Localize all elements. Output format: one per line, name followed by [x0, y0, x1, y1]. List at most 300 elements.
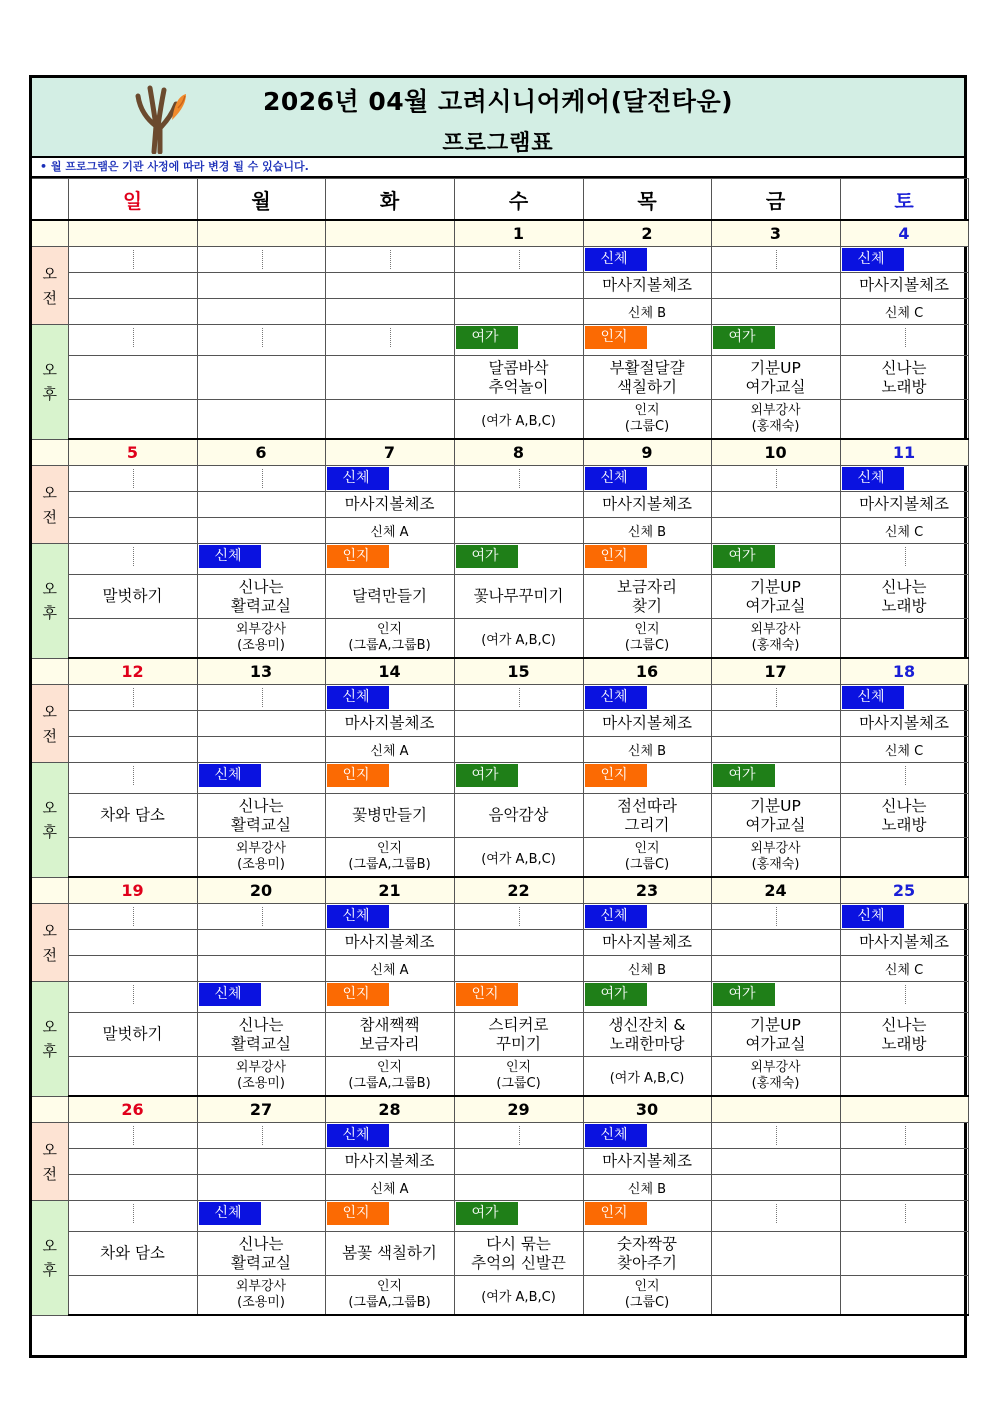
schedule-cell: [68, 1232, 197, 1276]
date-cell: 8: [454, 439, 583, 466]
schedule-cell: [325, 1057, 454, 1097]
schedule-cell: [197, 325, 325, 356]
program-group: (여가 A,B,C): [481, 413, 556, 429]
program-tag: 신체: [199, 1202, 261, 1225]
schedule-cell: [583, 1057, 711, 1097]
am-row: [32, 930, 968, 956]
cell-divider: [262, 907, 263, 926]
day-header-row: [32, 179, 968, 221]
date-cell: [68, 220, 197, 247]
cell-divider: [133, 907, 134, 926]
program-title: 마사지볼체조: [344, 495, 435, 513]
program-title: 기분UP 여가교실: [745, 796, 806, 834]
schedule-cell: [325, 1232, 454, 1276]
program-tag: 여가: [713, 326, 775, 349]
schedule-cell: [197, 685, 325, 711]
schedule-cell: [454, 794, 583, 838]
schedule-cell: [68, 325, 197, 356]
program-group: 외부강사 (조용미): [235, 622, 287, 653]
date-row: [32, 220, 968, 247]
program-tag: 인지: [456, 983, 518, 1006]
schedule-cell: [454, 247, 583, 273]
schedule-cell: [840, 356, 968, 400]
schedule-cell: [454, 685, 583, 711]
schedule-cell: [711, 1201, 840, 1232]
schedule-cell: [583, 904, 711, 930]
cell-divider: [519, 1126, 520, 1145]
schedule-cell: [583, 1013, 711, 1057]
date-cell: 11: [840, 439, 968, 466]
schedule-cell: [197, 1201, 325, 1232]
day-header-1: 월: [197, 179, 325, 221]
schedule-cell: [583, 794, 711, 838]
schedule-cell: [68, 1123, 197, 1149]
schedule-cell: [840, 299, 968, 325]
schedule-cell: [325, 1201, 454, 1232]
afternoon-label: 오 후: [32, 325, 68, 440]
schedule-cell: [325, 930, 454, 956]
pm-row: [32, 1232, 968, 1276]
program-title: 신나는 노래방: [881, 358, 927, 396]
schedule-cell: [840, 763, 968, 794]
program-title: 참새짹짹 보금자리: [359, 1015, 420, 1053]
program-title: 마사지볼체조: [602, 495, 692, 513]
pm-row: [32, 1276, 968, 1316]
morning-label: 오 전: [32, 904, 68, 982]
schedule-cell: [197, 982, 325, 1013]
cell-divider: [133, 1126, 134, 1145]
schedule-cell: [454, 982, 583, 1013]
program-tag: 신체: [842, 248, 904, 271]
schedule-cell: [68, 492, 197, 518]
day-header-5: 금: [711, 179, 840, 221]
schedule-cell: [68, 1149, 197, 1175]
program-group: 외부강사 (조용미): [235, 1279, 287, 1310]
schedule-cell: [197, 1013, 325, 1057]
date-row-spacer: [32, 658, 68, 685]
schedule-cell: [454, 1123, 583, 1149]
program-title: 기분UP 여가교실: [745, 577, 806, 615]
program-title: 마사지볼체조: [859, 933, 949, 951]
schedule-cell: [711, 356, 840, 400]
schedule-cell: [197, 575, 325, 619]
schedule-cell: [583, 1201, 711, 1232]
program-tag: 인지: [585, 545, 647, 568]
schedule-cell: [711, 518, 840, 544]
program-title: 신나는 노래방: [881, 1015, 927, 1053]
schedule-cell: [197, 1232, 325, 1276]
date-cell: 5: [68, 439, 197, 466]
schedule-cell: [711, 711, 840, 737]
date-cell: 9: [583, 439, 711, 466]
program-group: 신체 A: [370, 525, 409, 540]
schedule-cell: [711, 466, 840, 492]
schedule-cell: [197, 711, 325, 737]
program-group: 신체 B: [627, 744, 667, 759]
schedule-cell: [583, 930, 711, 956]
schedule-cell: [454, 356, 583, 400]
schedule-cell: [711, 1057, 840, 1097]
cell-divider: [776, 907, 777, 926]
schedule-cell: [68, 1175, 197, 1201]
schedule-cell: [197, 544, 325, 575]
program-group: 인지 (그룹C): [624, 1279, 670, 1310]
date-cell: 22: [454, 877, 583, 904]
schedule-cell: [583, 247, 711, 273]
date-cell: 17: [711, 658, 840, 685]
schedule-cell: [325, 685, 454, 711]
cell-divider: [133, 547, 134, 566]
schedule-cell: [711, 838, 840, 878]
date-cell: 14: [325, 658, 454, 685]
schedule-cell: [711, 400, 840, 440]
schedule-cell: [711, 575, 840, 619]
cell-divider: [262, 469, 263, 488]
schedule-cell: [454, 273, 583, 299]
schedule-cell: [68, 1201, 197, 1232]
schedule-cell: [68, 838, 197, 878]
afternoon-label: 오 후: [32, 1201, 68, 1316]
program-title: 음악감상: [488, 806, 549, 824]
date-cell: 19: [68, 877, 197, 904]
program-title: 마사지볼체조: [602, 714, 692, 732]
schedule-cell: [454, 1201, 583, 1232]
program-group: (여가 A,B,C): [481, 1289, 556, 1305]
schedule-cell: [454, 1149, 583, 1175]
schedule-cell: [711, 685, 840, 711]
date-row: [32, 439, 968, 466]
schedule-cell: [68, 956, 197, 982]
date-cell: 30: [583, 1096, 711, 1123]
program-title: 마사지볼체조: [602, 933, 692, 951]
date-cell: 1: [454, 220, 583, 247]
schedule-cell: [840, 1276, 968, 1316]
am-row: [32, 711, 968, 737]
schedule-cell: [325, 794, 454, 838]
program-group: 외부강사 (홍재숙): [750, 841, 801, 872]
date-row-spacer: [32, 439, 68, 466]
schedule-cell: [197, 299, 325, 325]
schedule-cell: [197, 838, 325, 878]
schedule-cell: [454, 838, 583, 878]
cell-divider: [262, 688, 263, 707]
date-cell: 7: [325, 439, 454, 466]
schedule-header: [32, 78, 964, 158]
schedule-cell: [454, 763, 583, 794]
program-tag: 여가: [713, 983, 775, 1006]
calendar-grid: [32, 178, 969, 1316]
program-tag: 신체: [327, 1124, 389, 1147]
program-tag: 신체: [585, 686, 647, 709]
schedule-cell: [711, 325, 840, 356]
am-row: [32, 904, 968, 930]
am-row: [32, 299, 968, 325]
program-title: 신나는 활력교실: [231, 796, 291, 834]
schedule-cell: [454, 619, 583, 659]
program-tag: 신체: [842, 686, 904, 709]
schedule-cell: [325, 466, 454, 492]
schedule-cell: [68, 794, 197, 838]
pm-row: [32, 794, 968, 838]
date-cell: [840, 1096, 968, 1123]
schedule-cell: [68, 400, 197, 440]
schedule-cell: [583, 466, 711, 492]
schedule-cell: [325, 1149, 454, 1175]
page-title: 2026년 04월 고려시니어케어(달전타운): [262, 87, 734, 116]
date-cell: 27: [197, 1096, 325, 1123]
schedule-cell: [840, 544, 968, 575]
program-group: 외부강사 (홍재숙): [750, 1060, 801, 1091]
cell-divider: [519, 907, 520, 926]
am-row: [32, 247, 968, 273]
schedule-cell: [454, 1276, 583, 1316]
schedule-cell: [68, 1276, 197, 1316]
schedule-cell: [325, 1013, 454, 1057]
program-title: 생신잔치 & 노래한마당: [608, 1015, 686, 1053]
program-title: 부활절달걀 색칠하기: [609, 358, 685, 396]
schedule-cell: [454, 299, 583, 325]
schedule-cell: [68, 518, 197, 544]
date-cell: 6: [197, 439, 325, 466]
schedule-cell: [711, 544, 840, 575]
program-group: 신체 B: [627, 963, 667, 978]
schedule-cell: [583, 763, 711, 794]
schedule-cell: [454, 956, 583, 982]
program-title: 점선따라 그리기: [617, 796, 677, 834]
calendar-table: [32, 178, 969, 1316]
schedule-cell: [583, 711, 711, 737]
schedule-cell: [840, 1057, 968, 1097]
day-header-2: 화: [325, 179, 454, 221]
schedule-cell: [840, 1232, 968, 1276]
program-tag: 인지: [585, 1202, 647, 1225]
schedule-cell: [840, 492, 968, 518]
schedule-cell: [197, 1276, 325, 1316]
schedule-cell: [711, 299, 840, 325]
date-cell: 28: [325, 1096, 454, 1123]
pm-row: [32, 838, 968, 878]
date-cell: 16: [583, 658, 711, 685]
program-tag: 여가: [456, 764, 518, 787]
schedule-cell: [197, 737, 325, 763]
program-title: 숫자짝꿍 찾아주기: [617, 1234, 677, 1272]
program-title: 마사지볼체조: [602, 1152, 692, 1170]
schedule-cell: [325, 544, 454, 575]
schedule-cell: [454, 1057, 583, 1097]
schedule-cell: [454, 1013, 583, 1057]
cell-divider: [905, 328, 906, 347]
am-row: [32, 685, 968, 711]
schedule-cell: [840, 982, 968, 1013]
program-title: 마사지볼체조: [344, 1152, 435, 1170]
schedule-cell: [68, 1057, 197, 1097]
program-group: 신체 B: [627, 1182, 667, 1197]
day-header-6: 토: [840, 179, 968, 221]
am-row: [32, 1123, 968, 1149]
schedule-cell: [583, 325, 711, 356]
schedule-cell: [325, 711, 454, 737]
program-tag: 신체: [199, 983, 261, 1006]
program-group: 신체 C: [884, 744, 924, 759]
schedule-cell: [68, 711, 197, 737]
schedule-cell: [454, 400, 583, 440]
program-title: 신나는 활력교실: [231, 1015, 291, 1053]
morning-label: 오 전: [32, 466, 68, 544]
schedule-cell: [197, 763, 325, 794]
program-title: 꽃나무꾸미기: [473, 587, 564, 605]
program-group: (여가 A,B,C): [609, 1070, 685, 1086]
date-row-spacer: [32, 877, 68, 904]
program-group: 신체 C: [884, 963, 924, 978]
schedule-cell: [583, 1175, 711, 1201]
schedule-cell: [583, 956, 711, 982]
schedule-cell: [840, 1013, 968, 1057]
schedule-cell: [840, 904, 968, 930]
schedule-cell: [325, 904, 454, 930]
schedule-cell: [454, 711, 583, 737]
program-group: 인지 (그룹C): [624, 403, 670, 434]
schedule-cell: [325, 273, 454, 299]
notice-text: • 월 프로그램은 기관 사정에 따라 변경 될 수 있습니다.: [32, 158, 964, 178]
day-header-4: 목: [583, 179, 711, 221]
date-cell: 2: [583, 220, 711, 247]
schedule-cell: [583, 544, 711, 575]
afternoon-label: 오 후: [32, 763, 68, 878]
schedule-cell: [711, 1175, 840, 1201]
program-title: 마사지볼체조: [859, 495, 949, 513]
morning-label: 오 전: [32, 1123, 68, 1201]
program-group: 신체 A: [370, 744, 409, 759]
date-cell: 21: [325, 877, 454, 904]
schedule-cell: [325, 1276, 454, 1316]
cell-divider: [133, 1204, 134, 1223]
program-group: 외부강사 (홍재숙): [750, 403, 801, 434]
schedule-cell: [711, 982, 840, 1013]
am-row: [32, 273, 968, 299]
morning-label: 오 전: [32, 247, 68, 325]
program-group: 인지 (그룹A,그룹B): [348, 1279, 431, 1310]
date-cell: 12: [68, 658, 197, 685]
program-tag: 인지: [327, 545, 389, 568]
schedule-cell: [711, 763, 840, 794]
date-cell: 29: [454, 1096, 583, 1123]
schedule-cell: [197, 930, 325, 956]
cell-divider: [905, 766, 906, 785]
schedule-cell: [454, 904, 583, 930]
program-tag: 신체: [199, 764, 261, 787]
schedule-cell: [840, 930, 968, 956]
program-group: 인지 (그룹A,그룹B): [348, 841, 431, 872]
date-cell: [197, 220, 325, 247]
schedule-cell: [840, 575, 968, 619]
cell-divider: [262, 328, 263, 347]
date-cell: 3: [711, 220, 840, 247]
program-title: 달력만들기: [352, 587, 427, 605]
day-header-3: 수: [454, 179, 583, 221]
am-row: [32, 518, 968, 544]
date-cell: [711, 1096, 840, 1123]
schedule-cell: [325, 518, 454, 544]
program-title: 말벗하기: [102, 587, 163, 605]
cell-divider: [133, 469, 134, 488]
date-row: [32, 877, 968, 904]
schedule-cell: [583, 1123, 711, 1149]
date-cell: 26: [68, 1096, 197, 1123]
program-group: 신체 B: [627, 525, 667, 540]
date-cell: 13: [197, 658, 325, 685]
program-tag: 신체: [585, 248, 647, 271]
schedule-cell: [454, 544, 583, 575]
program-title: 신나는 노래방: [881, 796, 927, 834]
schedule-cell: [197, 466, 325, 492]
schedule-cell: [711, 1232, 840, 1276]
cell-divider: [776, 250, 777, 269]
cell-divider: [519, 250, 520, 269]
program-group: 인지 (그룹C): [624, 622, 670, 653]
schedule-cell: [583, 1232, 711, 1276]
date-cell: 4: [840, 220, 968, 247]
cell-divider: [390, 328, 391, 347]
schedule-cell: [583, 299, 711, 325]
cell-divider: [776, 1126, 777, 1145]
program-tag: 인지: [585, 764, 647, 787]
schedule-cell: [454, 737, 583, 763]
am-row: [32, 492, 968, 518]
schedule-cell: [711, 737, 840, 763]
schedule-cell: [711, 1123, 840, 1149]
cell-divider: [905, 547, 906, 566]
schedule-cell: [840, 247, 968, 273]
schedule-cell: [583, 619, 711, 659]
schedule-cell: [68, 930, 197, 956]
program-group: 인지 (그룹C): [624, 841, 670, 872]
program-group: (여가 A,B,C): [481, 632, 556, 648]
program-group: 신체 B: [627, 306, 667, 321]
schedule-cell: [68, 299, 197, 325]
date-cell: 24: [711, 877, 840, 904]
program-title: 마사지볼체조: [859, 276, 949, 294]
pm-row: [32, 1201, 968, 1232]
program-tag: 인지: [327, 983, 389, 1006]
program-title: 신나는 노래방: [881, 577, 927, 615]
schedule-cell: [711, 1149, 840, 1175]
schedule-cell: [711, 273, 840, 299]
date-cell: 23: [583, 877, 711, 904]
morning-label: 오 전: [32, 685, 68, 763]
pm-row: [32, 325, 968, 356]
schedule-cell: [454, 1232, 583, 1276]
date-cell: 25: [840, 877, 968, 904]
pm-row: [32, 1057, 968, 1097]
program-tag: 신체: [327, 905, 389, 928]
schedule-cell: [583, 1276, 711, 1316]
pm-row: [32, 982, 968, 1013]
cell-divider: [133, 985, 134, 1004]
schedule-cell: [840, 273, 968, 299]
schedule-cell: [840, 685, 968, 711]
program-tag: 신체: [199, 545, 261, 568]
schedule-cell: [840, 1175, 968, 1201]
pm-row: [32, 619, 968, 659]
program-title: 보금자리 찾기: [617, 577, 677, 615]
cell-divider: [133, 328, 134, 347]
schedule-cell: [840, 400, 968, 440]
schedule-cell: [68, 544, 197, 575]
schedule-cell: [583, 838, 711, 878]
schedule-cell: [325, 619, 454, 659]
schedule-cell: [583, 492, 711, 518]
schedule-cell: [840, 619, 968, 659]
